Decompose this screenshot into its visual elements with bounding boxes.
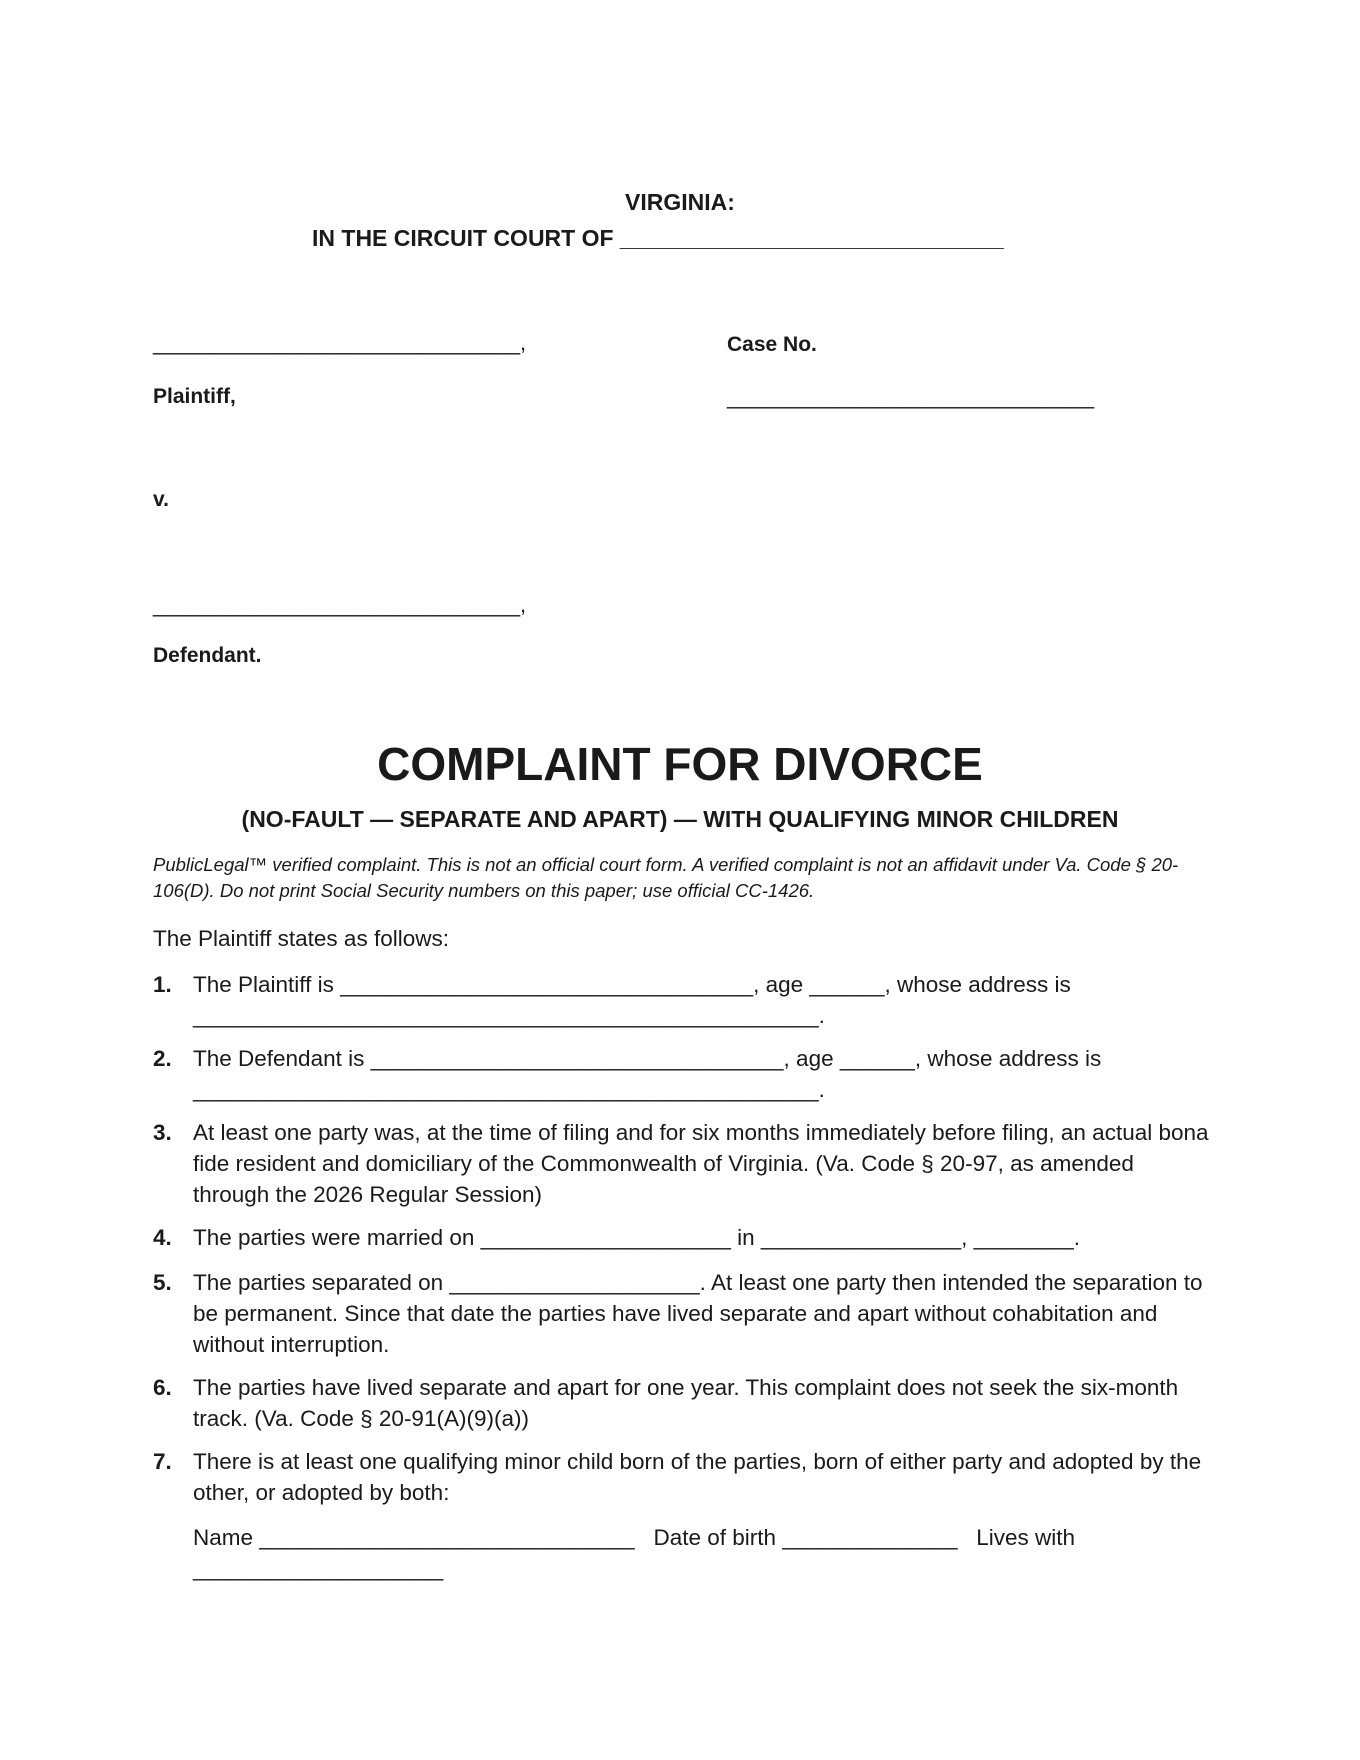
case-number-blank[interactable]: ______________________________ bbox=[727, 384, 1095, 409]
paragraph-number: 6. bbox=[153, 1375, 172, 1400]
paragraph-text: At least one party was, at the time of filing and for six months immediately before filing, an actual bona fide resident and domiciliary of the Commonwealth of Virginia. (Va. Code § 20-97, as amended through the 2026 Regular Session) bbox=[193, 1120, 1209, 1207]
paragraph-2 bbox=[153, 1043, 1213, 1105]
paragraph-text: The parties have lived separate and apart for one year. This complaint does not seek the six-month track. (Va. Code § 20-91(A)(9)(a)) bbox=[193, 1375, 1179, 1431]
paragraph-number: 1. bbox=[153, 972, 172, 997]
circuit-court-heading: IN THE CIRCUIT COURT OF ______________________________ bbox=[312, 225, 1004, 251]
defendant-label: Defendant. bbox=[153, 644, 262, 667]
paragraph-number: 3. bbox=[153, 1120, 172, 1145]
paragraph-text[interactable]: The Defendant is _________________________________, age ______, whose address is __________________________________________________. bbox=[193, 1046, 1102, 1102]
child-lives-with-blank[interactable]: ____________________ bbox=[193, 1556, 444, 1581]
paragraph-text: There is at least one qualifying minor child born of the parties, born of either party and adopted by the other, or adopted by both: bbox=[193, 1449, 1202, 1505]
paragraph-1 bbox=[153, 969, 1213, 1031]
versus-label: v. bbox=[153, 488, 169, 511]
case-number-label: Case No. bbox=[727, 333, 817, 356]
disclaimer-note: PublicLegal™ verified complaint. This is not an official court form. A verified complaint is not an affidavit under Va. Code § 20-106(D). Do not print Social Security numbers on this paper; use official CC-1426. bbox=[153, 854, 1179, 901]
paragraph-text[interactable]: The parties separated on ____________________. At least one party then intended the separation to be permanent. Since that date the parties have lived separate and apart without cohabitation and without interruption. bbox=[193, 1270, 1203, 1357]
child-name-label: Name bbox=[193, 1525, 254, 1550]
document-title: COMPLAINT FOR DIVORCE bbox=[377, 738, 983, 790]
defendant-name-blank[interactable]: ______________________________, bbox=[153, 592, 527, 617]
child-name-blank[interactable]: ______________________________ bbox=[259, 1525, 635, 1550]
document-subtitle: (NO-FAULT — SEPARATE AND APART) — WITH QUALIFYING MINOR CHILDREN bbox=[241, 806, 1119, 832]
child-lives-with-label: Lives with bbox=[976, 1525, 1076, 1550]
paragraph-number: 4. bbox=[153, 1225, 172, 1250]
paragraph-7 bbox=[153, 1446, 1213, 1508]
child-info-row bbox=[193, 1522, 1213, 1584]
intro-statement: The Plaintiff states as follows: bbox=[153, 926, 449, 951]
paragraph-text[interactable]: The Plaintiff is _________________________________, age ______, whose address is __________________________________________________. bbox=[193, 972, 1071, 1028]
paragraph-number: 5. bbox=[153, 1270, 172, 1295]
paragraph-4 bbox=[153, 1222, 1213, 1253]
child-dob-label: Date of birth bbox=[653, 1525, 777, 1550]
paragraph-number: 7. bbox=[153, 1449, 172, 1474]
paragraph-number: 2. bbox=[153, 1046, 172, 1071]
paragraph-text[interactable]: The parties were married on ____________________ in ________________, ________. bbox=[193, 1225, 1080, 1250]
plaintiff-name-blank[interactable]: ______________________________, bbox=[153, 330, 527, 355]
paragraph-5 bbox=[153, 1267, 1213, 1360]
child-dob-blank[interactable]: ______________ bbox=[782, 1525, 958, 1550]
paragraph-3 bbox=[153, 1117, 1213, 1210]
paragraph-6 bbox=[153, 1372, 1213, 1434]
plaintiff-label: Plaintiff, bbox=[153, 385, 236, 408]
court-state-heading: VIRGINIA: bbox=[625, 189, 735, 215]
